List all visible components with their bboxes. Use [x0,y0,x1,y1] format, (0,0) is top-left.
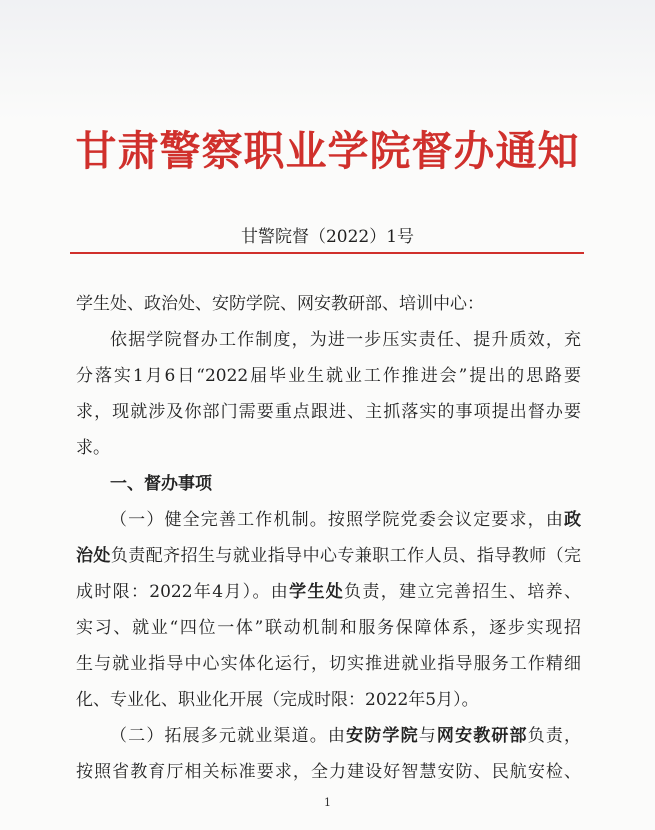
recipients-line: 学生处、政治处、安防学院、网安教研部、培训中心： [76,294,484,314]
item1-line-1 [76,502,581,538]
item1-line-6: 化、专业化、职业化开展（完成时限：2022年5月）。 [76,690,479,710]
item1-dept-politics-part1: 政 [564,510,581,530]
item2-line-1 [76,718,581,754]
item2-line-2: 按照省教育厅相关标准要求，全力建设好智慧安防、民航安检、 [76,762,581,782]
intro-line-4: 求。 [76,438,110,458]
item2-line-1-text-c: 负责， [527,726,582,746]
item2-line-1-text-a: （二）拓展多元就业渠道。由 [110,726,347,746]
section-heading: 一、督办事项 [110,474,212,494]
item2-line-1-text-b: 与 [418,726,437,746]
document-number: 甘警院督（2022）1号 [240,227,415,247]
intro-line-3: 求，现就涉及你部门需要重点跟进、主抓落实的事项提出督办要 [76,402,581,422]
intro-line-1: 依据学院督办工作制度，为进一步压实责任、提升质效，充 [110,330,581,350]
item1-line-3-text-a: 成时限：2022年4月）。由 [76,582,290,602]
item1-line-4: 实习、就业“四位一体”联动机制和服务保障体系，逐步实现招 [76,618,581,638]
item2-dept-security: 安防学院 [346,726,419,746]
item1-line-5: 生与就业指导中心实体化运行，切实推进就业指导服务工作精细 [76,654,581,674]
item1-line-3-text-b: 负责，建立完善招生、培养、 [344,582,582,602]
document-title: 甘肃警察职业学院督办通知 [75,127,580,175]
page-number: 1 [324,796,331,809]
red-divider-line [70,252,584,254]
item1-line-2-text: 负责配齐招生与就业指导中心专兼职工作人员、指导教师（完 [110,546,582,566]
item1-dept-politics-part2: 治处 [76,546,111,566]
document-body [76,286,581,790]
item1-dept-student: 学生处 [289,582,345,602]
intro-line-2: 分落实1月6日“2022届毕业生就业工作推进会”提出的思路要 [76,366,581,386]
item1-line-3 [76,574,581,610]
item1-line-2 [76,538,581,574]
item2-dept-cyber: 网安教研部 [436,726,528,746]
item1-line-1-text: （一）健全完善工作机制。按照学院党委会议定要求，由 [110,510,564,530]
bleed-through-background [0,0,655,120]
